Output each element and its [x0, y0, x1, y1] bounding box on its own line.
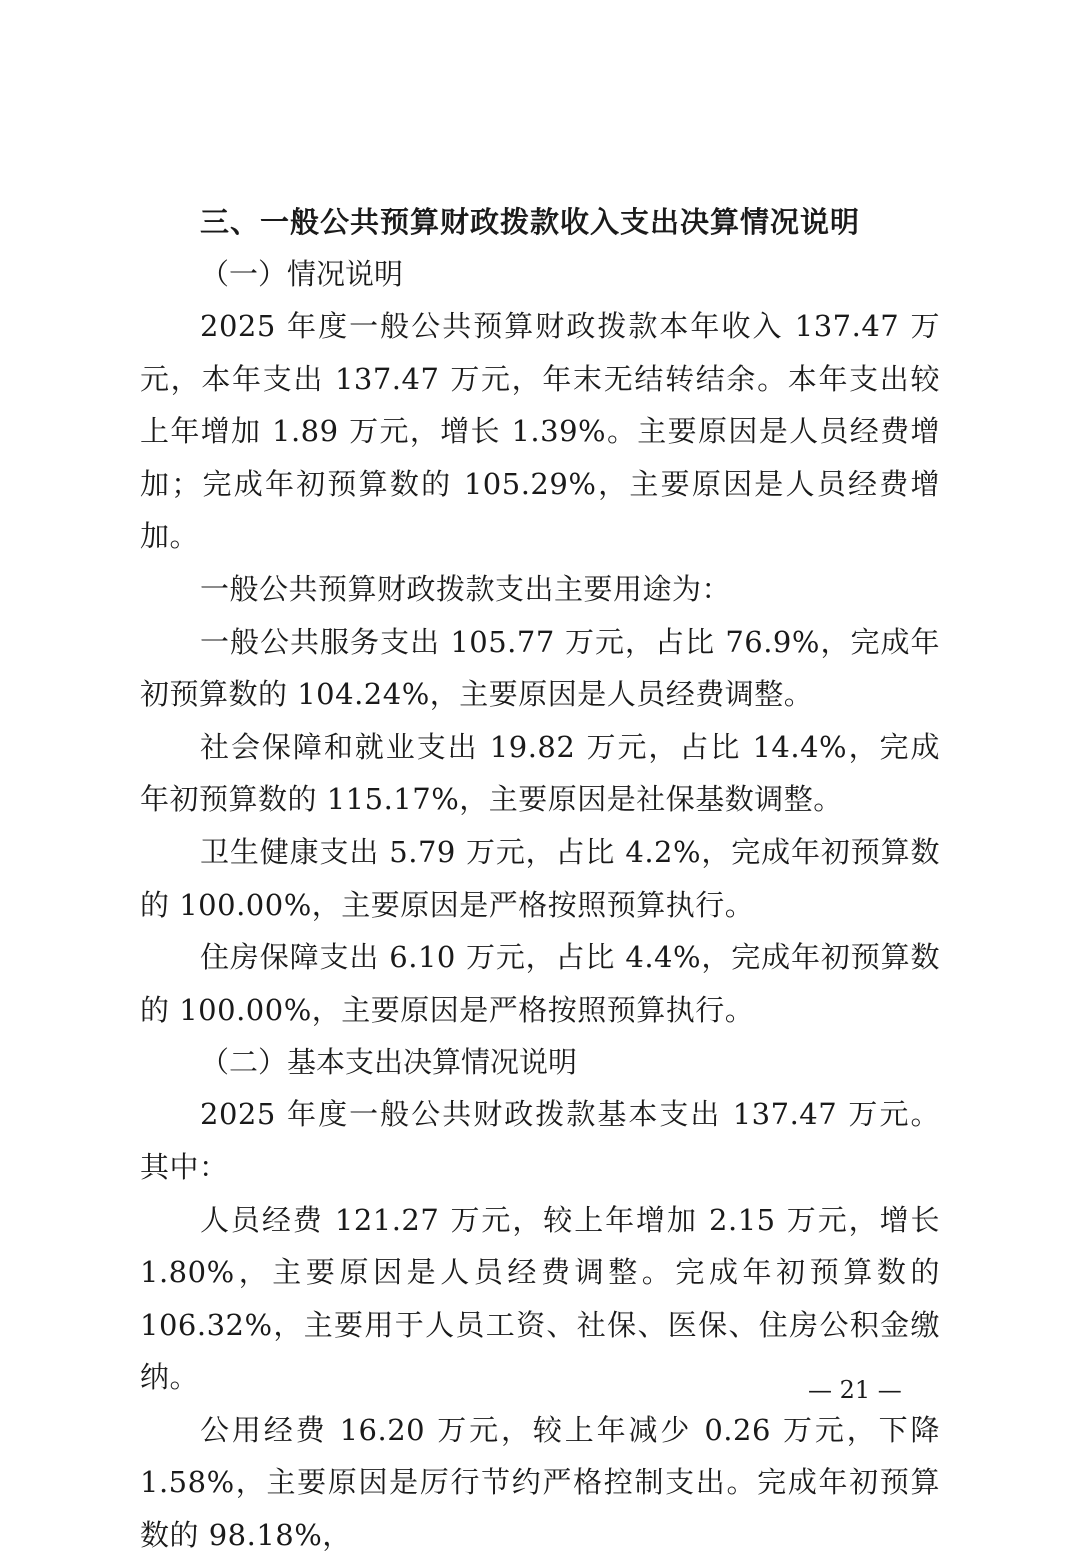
paragraph-basic-expenditure: 2025 年度一般公共财政拨款基本支出 137.47 万元。其中：: [140, 1097, 940, 1184]
page-number: — 21 —: [808, 1376, 902, 1404]
document-body: [140, 196, 940, 1562]
paragraph-personnel-expenses: 人员经费 121.27 万元，较上年增加 2.15 万元，增长 1.80%，主要原因是人员经费调整。完成年初预算数的 106.32%，主要用于人员工资、社保、医保、住房公积金缴纳。: [140, 1202, 940, 1395]
paragraph-general-public-services: 一般公共服务支出 105.77 万元，占比 76.9%，完成年初预算数的 104.24%，主要原因是人员经费调整。: [140, 624, 940, 712]
paragraph-income-expenditure: 2025 年度一般公共预算财政拨款本年收入 137.47 万元，本年支出 137.47 万元，年末无结转结余。本年支出较上年增加 1.89 万元，增长 1.39%。主要原因是人员经费增加；完成年初预算数的 105.29%，主要原因是人员经费增加。: [140, 309, 940, 554]
section-title: 三、一般公共预算财政拨款收入支出决算情况说明: [200, 205, 861, 239]
subsection-title-1: （一）情况说明: [200, 257, 404, 291]
paragraph-public-expenses: 公用经费 16.20 万元，较上年减少 0.26 万元，下降 1.58%，主要原因是厉行节约严格控制支出。完成年初预算数的 98.18%，: [140, 1412, 940, 1553]
paragraph-uses-intro: 一般公共预算财政拨款支出主要用途为：: [200, 571, 732, 606]
paragraph-health: 卫生健康支出 5.79 万元，占比 4.2%，完成年初预算数的 100.00%，主要原因是严格按照预算执行。: [140, 834, 940, 922]
paragraph-social-security: 社会保障和就业支出 19.82 万元，占比 14.4%，完成年初预算数的 115.17%，主要原因是社保基数调整。: [140, 729, 940, 817]
paragraph-housing: 住房保障支出 6.10 万元，占比 4.4%，完成年初预算数的 100.00%，主要原因是严格按照预算执行。: [140, 940, 940, 1027]
subsection-title-2: （二）基本支出决算情况说明: [200, 1045, 578, 1080]
